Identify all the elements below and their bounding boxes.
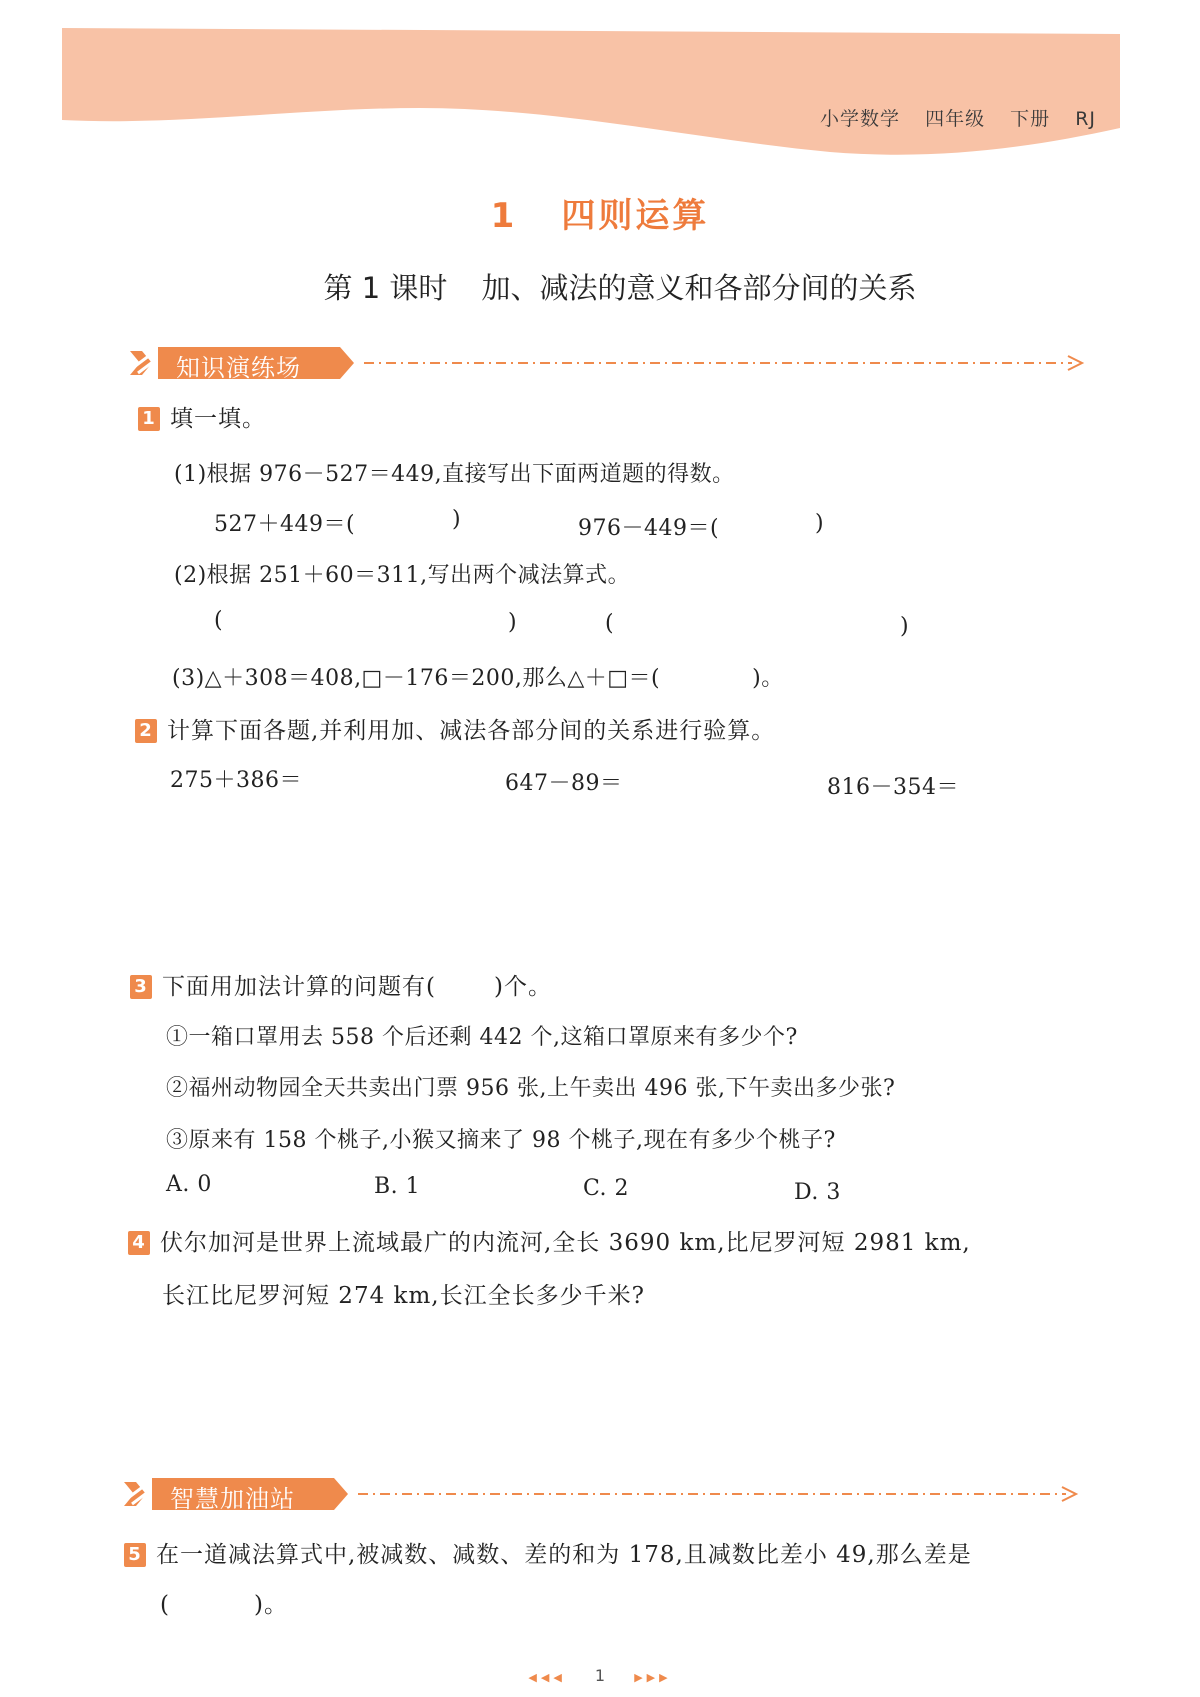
q3-option-d: D. 3 — [794, 1180, 841, 1205]
q1-part2-blank-b-close: ) — [900, 614, 910, 639]
q3-title-a: 下面用加法计算的问题有( — [162, 974, 436, 1000]
q2-title — [135, 712, 775, 745]
q5-blank-close: )。 — [253, 1592, 288, 1618]
q3-option-c: C. 2 — [583, 1176, 630, 1201]
q2-expr-2: 647－89＝ — [505, 771, 623, 796]
chapter-number: 1 — [490, 196, 518, 236]
q3-title-b: )个。 — [493, 974, 552, 1000]
page-number: 1 — [594, 1666, 606, 1685]
section-practice-dashed-arrow-icon — [360, 345, 1088, 381]
q3-item-1: ①一箱口罩用去 558 个后还剩 442 个,这箱口罩原来有多少个? — [166, 1025, 798, 1050]
lesson-label: 第 1 课时 — [323, 271, 448, 305]
q1-part3 — [172, 661, 784, 692]
q1-part2-blank-a-close: ) — [508, 610, 518, 635]
header-volume: 下册 — [1010, 108, 1051, 130]
q1-part2-blank-b-open: ( — [605, 611, 615, 636]
q1-number: 1 — [138, 407, 160, 431]
lesson-name: 加、减法的意义和各部分间的关系 — [481, 271, 917, 305]
q5-line-1 — [124, 1536, 972, 1569]
chapter-name: 四则运算 — [561, 196, 710, 236]
page-footer — [0, 1666, 1200, 1685]
q1-part1: (1)根据 976－527＝449,直接写出下面两道题的得数。 — [174, 462, 735, 487]
q5-line-2 — [160, 1586, 288, 1619]
q1-title-text: 填一填。 — [170, 406, 266, 432]
q2-title-text: 计算下面各题,并利用加、减法各部分间的关系进行验算。 — [167, 718, 776, 744]
q5-number: 5 — [124, 1543, 146, 1567]
header-edition: RJ — [1075, 108, 1096, 130]
q4-line-2: 长江比尼罗河短 274 km,长江全长多少千米? — [162, 1283, 645, 1309]
section-challenge-dashed-arrow-icon — [354, 1476, 1082, 1512]
q1-part1-eq-a: 527＋449＝( — [214, 512, 356, 537]
footer-left-arrows-icon: ◀◀◀ — [528, 1671, 566, 1684]
q5-blank-open: ( — [160, 1592, 170, 1618]
header-subject: 小学数学 — [820, 108, 901, 130]
q1-part3-close: )。 — [752, 666, 784, 691]
lesson-title — [0, 266, 1200, 307]
q1-title — [138, 400, 266, 433]
q3-item-2: ②福州动物园全天共卖出门票 956 张,上午卖出 496 张,下午卖出多少张? — [166, 1076, 896, 1101]
section-challenge-label: 智慧加油站 — [170, 1485, 295, 1513]
q1-part1-eq-b-close: ) — [815, 511, 825, 536]
q3-item-3: ③原来有 158 个桃子,小猴又摘来了 98 个桃子,现在有多少个桃子? — [166, 1128, 836, 1153]
q1-part3-text: (3)△＋308＝408,□－176＝200,那么△＋□＝( — [172, 666, 661, 691]
q4-line-1-text: 伏尔加河是世界上流域最广的内流河,全长 3690 km,比尼罗河短 2981 km, — [160, 1230, 971, 1256]
q3-title — [130, 968, 552, 1001]
q4-line-1 — [128, 1224, 971, 1257]
q3-number: 3 — [130, 975, 152, 999]
q2-expr-3: 816－354＝ — [827, 775, 959, 800]
section-practice-label: 知识演练场 — [176, 354, 301, 382]
q1-part2-blank-a-open: ( — [214, 608, 224, 633]
q1-part1-eq-b: 976－449＝( — [578, 516, 720, 541]
chapter-title — [0, 188, 1200, 237]
q1-part1-eq-a-close: ) — [452, 507, 462, 532]
header-band — [0, 0, 1200, 170]
q4-number: 4 — [128, 1231, 150, 1255]
q2-number: 2 — [135, 719, 157, 743]
q5-line-1-text: 在一道减法算式中,被减数、减数、差的和为 178,且减数比差小 49,那么差是 — [156, 1542, 972, 1568]
section-practice — [128, 345, 1088, 381]
q3-option-a: A. 0 — [166, 1172, 212, 1197]
header-grade: 四年级 — [925, 108, 986, 130]
section-challenge — [122, 1476, 1082, 1512]
q1-part2: (2)根据 251＋60＝311,写出两个减法算式。 — [174, 563, 631, 588]
header-meta — [802, 104, 1096, 131]
footer-right-arrows-icon: ▶▶▶ — [634, 1671, 672, 1684]
q2-expr-1: 275＋386＝ — [170, 768, 302, 793]
q3-option-b: B. 1 — [374, 1174, 421, 1199]
